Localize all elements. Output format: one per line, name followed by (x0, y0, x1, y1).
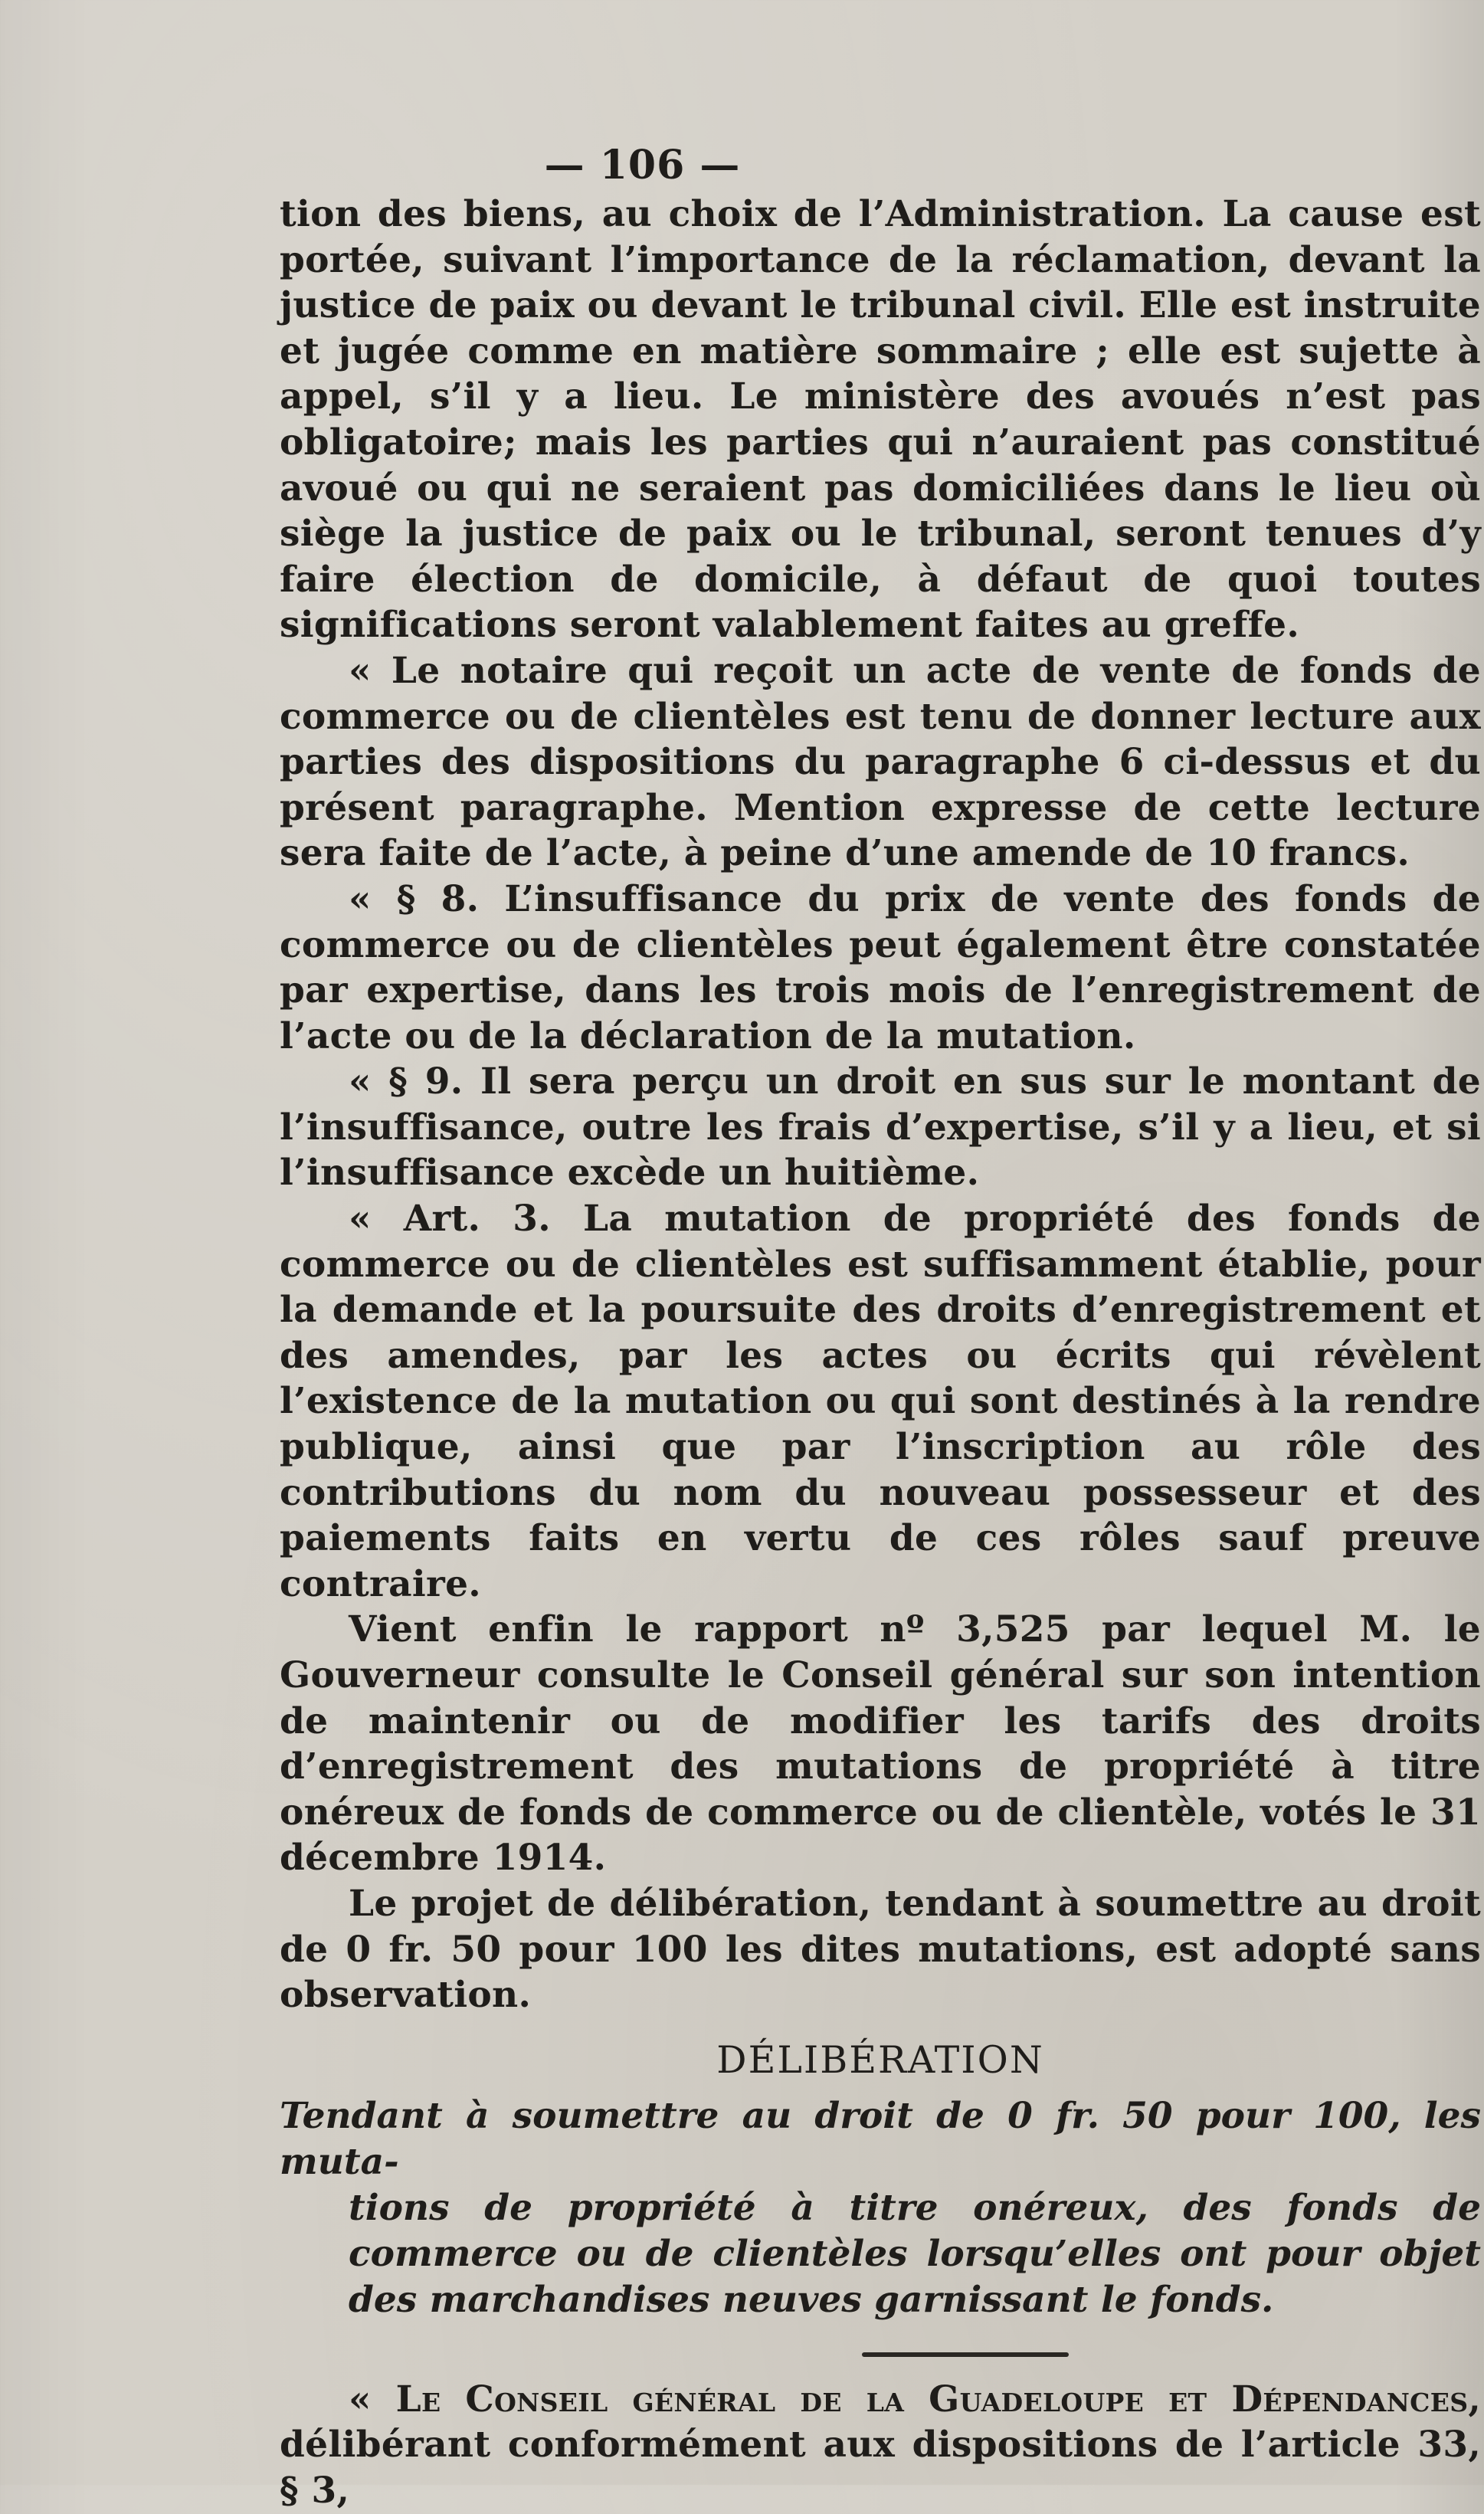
body-text (280, 192, 1481, 2514)
council-name: Le Conseil général de la Guadeloupe et Dépendances, (395, 2378, 1481, 2421)
paragraph-3: « § 8. L’insuffisance du prix de vente des fonds de commerce ou de clientèles peut également être constatée par expertise, dans les trois mois de l’enregistrement de l’acte ou de la déclaration de la mutation. (280, 877, 1481, 1057)
paragraph-6: Vient enfin le rapport nº 3,525 par lequel M. le Gouverneur consulte le Conseil général sur son intention de maintenir ou de modifier les tarifs des droits d’enregistrement des mutations de propriété à titre onéreux de fonds de commerce ou de clientèle, votés le 31 décembre 1914. (280, 1608, 1481, 1880)
separator-rule (862, 2352, 1069, 2357)
closing-prefix: « (349, 2378, 396, 2421)
paragraph-2: « Le notaire qui reçoit un acte de vente de fonds de commerce ou de clientèles est tenu de donner lecture aux parties des dispositions du paragraphe 6 ci-dessus et du présent paragraphe. Mention expresse de cette lecture sera faite de l’acte, à peine d’une amende de 10 francs. (280, 649, 1481, 875)
separator (280, 2323, 1481, 2377)
page-number-text: — 106 — (544, 142, 741, 188)
paragraph-7: Le projet de délibération, tendant à soumettre au droit de 0 fr. 50 pour 100 les dites mutations, est adopté sans observation. (280, 1882, 1481, 2017)
page-number (0, 138, 1484, 193)
deliberation-summary-rest: tions de propriété à titre onéreux, des fonds de commerce ou de clientèles lorsqu’elles ont pour objet des marchandises neuves garnissant le fonds. (349, 2186, 1481, 2321)
deliberation-summary-first-line: Tendant à soumettre au droit de 0 fr. 50 pour 100, les muta- (280, 2094, 1481, 2183)
paragraph-5: « Art. 3. La mutation de propriété des fonds de commerce ou de clientèles est suffisamment établie, pour la demande et la poursuite des droits d’enregistrement et des amendes, par les actes ou écrits qui révèlent l’existence de la mutation ou qui sont destinés à la rendre publique, ainsi que par l’inscription au rôle des contributions du nom du nouveau possesseur et des paiements faits en vertu de ces rôles sauf preuve contraire. (280, 1198, 1481, 1605)
closing-text: délibérant conformément aux dispositions de l’article 33, § 3, (280, 2424, 1481, 2512)
paragraph-4: « § 9. Il sera perçu un droit en sus sur le montant de l’insuffisance, outre les frais d’expertise, s’il y a lieu, et si l’insuffisance excède un huitième. (280, 1060, 1481, 1195)
closing-paragraph (280, 2377, 1481, 2514)
section-heading: DÉLIBÉRATION (716, 2037, 1044, 2082)
paragraph-1: tion des biens, au choix de l’Administration. La cause est portée, suivant l’importance de la réclamation, devant la justice de paix ou devant le tribunal civil. Elle est instruite et jugée comme en matière sommaire ; elle est sujette à appel, s’il y a lieu. Le ministère des avoués n’est pas obligatoire; mais les parties qui n’auraient pas constitué avoué ou qui ne seraient pas domiciliées dans le lieu où siège la justice de paix ou le tribunal, seront tenues d’y faire élection de domicile, à défaut de quoi toutes significations seront valablement faites au greffe. (280, 193, 1481, 647)
deliberation-summary (280, 2093, 1481, 2323)
